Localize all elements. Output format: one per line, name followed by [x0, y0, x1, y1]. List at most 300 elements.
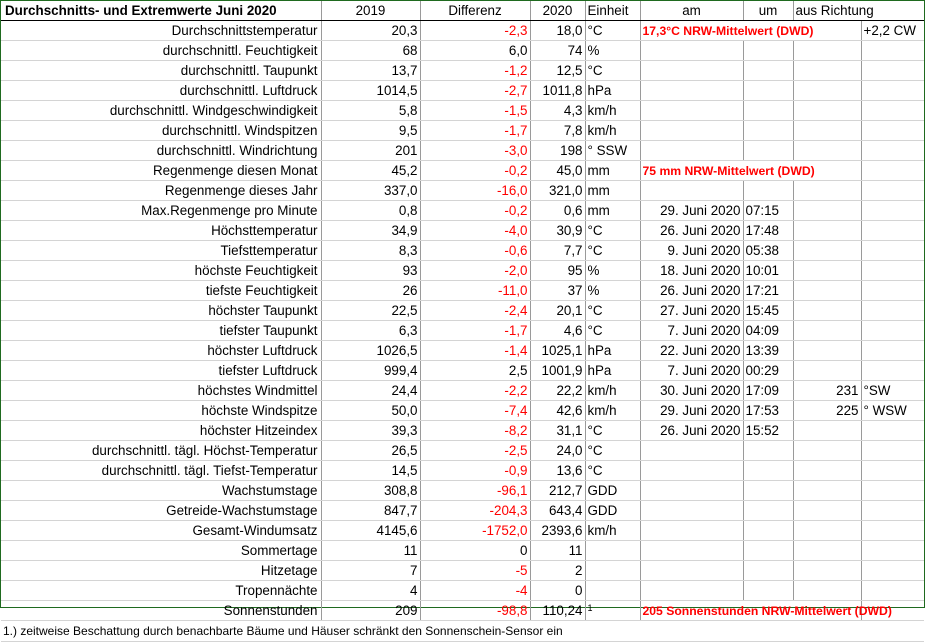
value-date: 26. Juni 2020	[640, 421, 743, 441]
value-time: 17:53	[743, 401, 793, 421]
value-2019: 14,5	[321, 461, 420, 481]
value-time: 05:38	[743, 241, 793, 261]
table-row	[1, 441, 924, 461]
col-header-time: um	[743, 1, 793, 21]
row-label: durchschnittl. tägl. Tiefst-Temperatur	[1, 461, 321, 481]
value-direction-degrees	[793, 581, 861, 601]
table-row	[1, 281, 924, 301]
row-label: höchster Hitzeindex	[1, 421, 321, 441]
value-unit: hPa	[585, 361, 640, 381]
value-2020: 212,7	[530, 481, 585, 501]
value-2020: 30,9	[530, 221, 585, 241]
row-label: höchster Luftdruck	[1, 341, 321, 361]
value-direction: ° WSW	[861, 401, 924, 421]
value-direction: °SW	[861, 381, 924, 401]
row-label: Max.Regenmenge pro Minute	[1, 201, 321, 221]
value-unit: km/h	[585, 101, 640, 121]
value-difference: -1,7	[420, 321, 530, 341]
value-difference: -11,0	[420, 281, 530, 301]
header-row	[1, 1, 924, 21]
table-row	[1, 121, 924, 141]
value-2020: 45,0	[530, 161, 585, 181]
value-direction	[861, 101, 924, 121]
row-label: Regenmenge dieses Jahr	[1, 181, 321, 201]
value-date	[640, 141, 743, 161]
col-header-direction: aus Richtung	[793, 1, 924, 21]
value-time	[743, 61, 793, 81]
value-direction	[861, 421, 924, 441]
value-2019: 13,7	[321, 61, 420, 81]
value-unit: °C	[585, 241, 640, 261]
value-2019: 201	[321, 141, 420, 161]
value-date: 26. Juni 2020	[640, 221, 743, 241]
value-direction-degrees	[793, 481, 861, 501]
value-unit: hPa	[585, 81, 640, 101]
value-difference: -16,0	[420, 181, 530, 201]
value-direction-degrees	[793, 201, 861, 221]
table-row	[1, 341, 924, 361]
table-row	[1, 261, 924, 281]
value-2020: 31,1	[530, 421, 585, 441]
value-date	[640, 121, 743, 141]
value-unit: °C	[585, 321, 640, 341]
value-time	[743, 141, 793, 161]
value-date	[640, 461, 743, 481]
value-direction	[861, 301, 924, 321]
value-2020: 1011,8	[530, 81, 585, 101]
value-2020: 2	[530, 561, 585, 581]
value-direction-degrees	[793, 541, 861, 561]
row-label: Sommertage	[1, 541, 321, 561]
value-difference: -2,2	[420, 381, 530, 401]
value-direction-degrees	[793, 441, 861, 461]
row-label: höchstes Windmittel	[1, 381, 321, 401]
value-2019: 337,0	[321, 181, 420, 201]
value-time	[743, 561, 793, 581]
value-2019: 5,8	[321, 101, 420, 121]
value-2019: 34,9	[321, 221, 420, 241]
row-label: tiefster Taupunkt	[1, 321, 321, 341]
nrw-reference-note: 75 mm NRW-Mittelwert (DWD)	[640, 161, 861, 181]
value-unit: GDD	[585, 501, 640, 521]
stats-table	[1, 1, 924, 642]
footnote-row	[1, 621, 924, 642]
value-unit: km/h	[585, 401, 640, 421]
value-difference: -1,5	[420, 101, 530, 121]
value-date	[640, 501, 743, 521]
value-direction	[861, 321, 924, 341]
value-date: 29. Juni 2020	[640, 201, 743, 221]
row-label: durchschnittl. tägl. Höchst-Temperatur	[1, 441, 321, 461]
value-unit: mm	[585, 201, 640, 221]
value-date: 9. Juni 2020	[640, 241, 743, 261]
value-direction	[861, 541, 924, 561]
value-2019: 26,5	[321, 441, 420, 461]
value-time	[743, 101, 793, 121]
value-difference: -0,9	[420, 461, 530, 481]
table-row	[1, 81, 924, 101]
row-label: durchschnittl. Windspitzen	[1, 121, 321, 141]
value-direction	[861, 341, 924, 361]
value-difference: -1,2	[420, 61, 530, 81]
value-2020: 13,6	[530, 461, 585, 481]
value-direction	[861, 201, 924, 221]
value-unit	[585, 561, 640, 581]
row-label: Durchschnittstemperatur	[1, 21, 321, 41]
row-label: Wachstumstage	[1, 481, 321, 501]
value-direction	[861, 461, 924, 481]
value-difference: -0,2	[420, 161, 530, 181]
value-difference: -5	[420, 561, 530, 581]
value-time	[743, 81, 793, 101]
table-row	[1, 501, 924, 521]
value-difference: -3,0	[420, 141, 530, 161]
value-difference: -4,0	[420, 221, 530, 241]
value-difference: 6,0	[420, 41, 530, 61]
value-direction-degrees	[793, 501, 861, 521]
value-date	[640, 521, 743, 541]
value-difference: -2,0	[420, 261, 530, 281]
value-time	[743, 541, 793, 561]
value-direction-degrees	[793, 301, 861, 321]
value-difference: -7,4	[420, 401, 530, 421]
value-direction	[861, 121, 924, 141]
table-row	[1, 461, 924, 481]
value-direction-degrees	[793, 221, 861, 241]
row-label: tiefste Feuchtigkeit	[1, 281, 321, 301]
value-difference: -96,1	[420, 481, 530, 501]
value-2019: 93	[321, 261, 420, 281]
value-unit: GDD	[585, 481, 640, 501]
value-time	[743, 121, 793, 141]
value-direction	[861, 441, 924, 461]
value-date: 22. Juni 2020	[640, 341, 743, 361]
value-unit: °C	[585, 61, 640, 81]
value-2020: 22,2	[530, 381, 585, 401]
value-2019: 999,4	[321, 361, 420, 381]
value-difference: -1,4	[420, 341, 530, 361]
value-direction-degrees	[793, 281, 861, 301]
value-date	[640, 41, 743, 61]
value-direction	[861, 181, 924, 201]
value-unit: °C	[585, 221, 640, 241]
nrw-reference-note: 17,3°C NRW-Mittelwert (DWD)	[640, 21, 861, 41]
table-row	[1, 161, 924, 181]
value-difference: -2,4	[420, 301, 530, 321]
value-unit: °C	[585, 21, 640, 41]
value-time	[743, 581, 793, 601]
value-time: 04:09	[743, 321, 793, 341]
value-2019: 209	[321, 601, 420, 621]
value-2020: 7,8	[530, 121, 585, 141]
value-date	[640, 61, 743, 81]
value-2020: 110,24	[530, 601, 585, 621]
value-time: 00:29	[743, 361, 793, 381]
col-header-date: am	[640, 1, 743, 21]
value-2020: 1001,9	[530, 361, 585, 381]
value-direction	[861, 81, 924, 101]
value-difference: -8,2	[420, 421, 530, 441]
value-direction-degrees	[793, 181, 861, 201]
value-direction	[861, 561, 924, 581]
value-unit	[585, 581, 640, 601]
table-row	[1, 421, 924, 441]
value-direction-degrees	[793, 41, 861, 61]
value-date: 29. Juni 2020	[640, 401, 743, 421]
value-2019: 1014,5	[321, 81, 420, 101]
table-row	[1, 481, 924, 501]
col-header-unit: Einheit	[585, 1, 640, 21]
value-time	[743, 41, 793, 61]
value-difference: -1,7	[420, 121, 530, 141]
value-2020: 20,1	[530, 301, 585, 321]
value-difference: -0,6	[420, 241, 530, 261]
value-unit: °C	[585, 421, 640, 441]
value-2019: 45,2	[321, 161, 420, 181]
value-2020: 2393,6	[530, 521, 585, 541]
value-2020: 4,6	[530, 321, 585, 341]
value-2020: 0,6	[530, 201, 585, 221]
row-label: Sonnenstunden	[1, 601, 321, 621]
table-body	[1, 21, 924, 621]
table-row	[1, 61, 924, 81]
value-time: 17:21	[743, 281, 793, 301]
value-2019: 0,8	[321, 201, 420, 221]
value-difference: -204,3	[420, 501, 530, 521]
col-header-2019: 2019	[321, 1, 420, 21]
table-row	[1, 361, 924, 381]
value-date	[640, 581, 743, 601]
value-direction-degrees	[793, 361, 861, 381]
value-2019: 847,7	[321, 501, 420, 521]
value-date: 27. Juni 2020	[640, 301, 743, 321]
row-label: durchschnittl. Taupunkt	[1, 61, 321, 81]
value-difference: -2,3	[420, 21, 530, 41]
value-difference: -98,8	[420, 601, 530, 621]
value-2019: 8,3	[321, 241, 420, 261]
value-time	[743, 481, 793, 501]
value-direction	[861, 241, 924, 261]
value-direction: +2,2 CW	[861, 21, 924, 41]
value-direction-degrees	[793, 101, 861, 121]
value-2020: 7,7	[530, 241, 585, 261]
value-unit: mm	[585, 181, 640, 201]
row-label: höchste Feuchtigkeit	[1, 261, 321, 281]
value-direction	[861, 41, 924, 61]
value-unit: %	[585, 261, 640, 281]
value-direction-degrees	[793, 461, 861, 481]
value-time: 07:15	[743, 201, 793, 221]
value-2019: 50,0	[321, 401, 420, 421]
col-header-difference: Differenz	[420, 1, 530, 21]
value-direction-degrees	[793, 341, 861, 361]
value-date: 7. Juni 2020	[640, 321, 743, 341]
value-date	[640, 541, 743, 561]
value-2019: 6,3	[321, 321, 420, 341]
value-2019: 39,3	[321, 421, 420, 441]
value-date	[640, 101, 743, 121]
value-2019: 11	[321, 541, 420, 561]
value-time: 13:39	[743, 341, 793, 361]
value-direction	[861, 581, 924, 601]
value-2020: 18,0	[530, 21, 585, 41]
value-time	[743, 441, 793, 461]
value-unit: km/h	[585, 381, 640, 401]
value-time: 17:48	[743, 221, 793, 241]
table-row	[1, 181, 924, 201]
row-label: Tropennächte	[1, 581, 321, 601]
table-row	[1, 301, 924, 321]
value-date	[640, 481, 743, 501]
row-label: Tiefsttemperatur	[1, 241, 321, 261]
value-2019: 68	[321, 41, 420, 61]
value-date	[640, 81, 743, 101]
value-direction	[861, 61, 924, 81]
value-direction	[861, 281, 924, 301]
value-date: 7. Juni 2020	[640, 361, 743, 381]
col-header-2020: 2020	[530, 1, 585, 21]
value-unit: °C	[585, 441, 640, 461]
value-direction-degrees	[793, 321, 861, 341]
value-time	[743, 521, 793, 541]
value-direction	[861, 161, 924, 181]
table-row	[1, 221, 924, 241]
table-row	[1, 241, 924, 261]
footnote-text: 1.) zeitweise Beschattung durch benachbarte Bäume und Häuser schränkt den Sonnenschein-Sensor ein	[1, 621, 924, 642]
value-difference: -0,2	[420, 201, 530, 221]
value-time: 15:45	[743, 301, 793, 321]
value-2020: 1025,1	[530, 341, 585, 361]
value-direction	[861, 501, 924, 521]
table-row	[1, 21, 924, 41]
value-direction	[861, 141, 924, 161]
value-2020: 37	[530, 281, 585, 301]
value-date	[640, 181, 743, 201]
value-unit: mm	[585, 161, 640, 181]
value-2020: 11	[530, 541, 585, 561]
table-row	[1, 601, 924, 621]
value-2019: 26	[321, 281, 420, 301]
value-direction-degrees: 225	[793, 401, 861, 421]
value-time	[743, 461, 793, 481]
footnote-superscript: 1	[587, 602, 593, 613]
nrw-reference-note: 205 Sonnenstunden NRW-Mittelwert (DWD)	[640, 601, 861, 621]
value-2019: 22,5	[321, 301, 420, 321]
value-2020: 643,4	[530, 501, 585, 521]
row-label: Regenmenge diesen Monat	[1, 161, 321, 181]
table-row	[1, 521, 924, 541]
table-row	[1, 561, 924, 581]
value-direction	[861, 261, 924, 281]
value-date: 18. Juni 2020	[640, 261, 743, 281]
value-unit	[585, 541, 640, 561]
value-direction-degrees	[793, 61, 861, 81]
value-2019: 7	[321, 561, 420, 581]
value-2019: 1026,5	[321, 341, 420, 361]
value-time: 15:52	[743, 421, 793, 441]
value-2020: 198	[530, 141, 585, 161]
row-label: durchschnittl. Windrichtung	[1, 141, 321, 161]
value-2020: 95	[530, 261, 585, 281]
value-unit: %	[585, 281, 640, 301]
value-direction-degrees	[793, 241, 861, 261]
value-time: 17:09	[743, 381, 793, 401]
value-direction-degrees: 231	[793, 381, 861, 401]
row-label: durchschnittl. Feuchtigkeit	[1, 41, 321, 61]
value-unit: °C	[585, 461, 640, 481]
row-label: höchste Windspitze	[1, 401, 321, 421]
row-label: höchster Taupunkt	[1, 301, 321, 321]
row-label: Getreide-Wachstumstage	[1, 501, 321, 521]
value-difference: 2,5	[420, 361, 530, 381]
value-2019: 4145,6	[321, 521, 420, 541]
value-direction-degrees	[793, 141, 861, 161]
value-difference: -2,5	[420, 441, 530, 461]
table-row	[1, 581, 924, 601]
value-direction	[861, 221, 924, 241]
value-2020: 0	[530, 581, 585, 601]
table-row	[1, 101, 924, 121]
table-row	[1, 141, 924, 161]
row-label: durchschnittl. Windgeschwindigkeit	[1, 101, 321, 121]
table-row	[1, 401, 924, 421]
value-time	[743, 501, 793, 521]
table-row	[1, 541, 924, 561]
value-2019: 20,3	[321, 21, 420, 41]
table-row	[1, 41, 924, 61]
value-difference: -2,7	[420, 81, 530, 101]
value-2019: 24,4	[321, 381, 420, 401]
value-2019: 308,8	[321, 481, 420, 501]
table-row	[1, 381, 924, 401]
value-unit: °C	[585, 301, 640, 321]
value-2020: 42,6	[530, 401, 585, 421]
value-2019: 9,5	[321, 121, 420, 141]
value-date: 30. Juni 2020	[640, 381, 743, 401]
value-2020: 12,5	[530, 61, 585, 81]
value-difference: -4	[420, 581, 530, 601]
value-unit: km/h	[585, 121, 640, 141]
value-unit: hPa	[585, 341, 640, 361]
table-row	[1, 201, 924, 221]
value-2020: 321,0	[530, 181, 585, 201]
value-direction-degrees	[793, 561, 861, 581]
value-direction	[861, 361, 924, 381]
value-2020: 24,0	[530, 441, 585, 461]
value-direction-degrees	[793, 261, 861, 281]
row-label: tiefster Luftdruck	[1, 361, 321, 381]
table-title: Durchschnitts- und Extremwerte Juni 2020	[1, 1, 321, 21]
value-direction-degrees	[793, 121, 861, 141]
value-date	[640, 441, 743, 461]
value-direction-degrees	[793, 81, 861, 101]
value-direction	[861, 521, 924, 541]
table-row	[1, 321, 924, 341]
value-direction-degrees	[793, 421, 861, 441]
row-label: Höchsttemperatur	[1, 221, 321, 241]
row-label: durchschnittl. Luftdruck	[1, 81, 321, 101]
value-unit: %	[585, 41, 640, 61]
value-difference: 0	[420, 541, 530, 561]
row-label: Hitzetage	[1, 561, 321, 581]
value-direction-degrees	[793, 521, 861, 541]
value-2020: 4,3	[530, 101, 585, 121]
row-label: Gesamt-Windumsatz	[1, 521, 321, 541]
value-date	[640, 561, 743, 581]
value-2019: 4	[321, 581, 420, 601]
value-date: 26. Juni 2020	[640, 281, 743, 301]
value-direction	[861, 481, 924, 501]
